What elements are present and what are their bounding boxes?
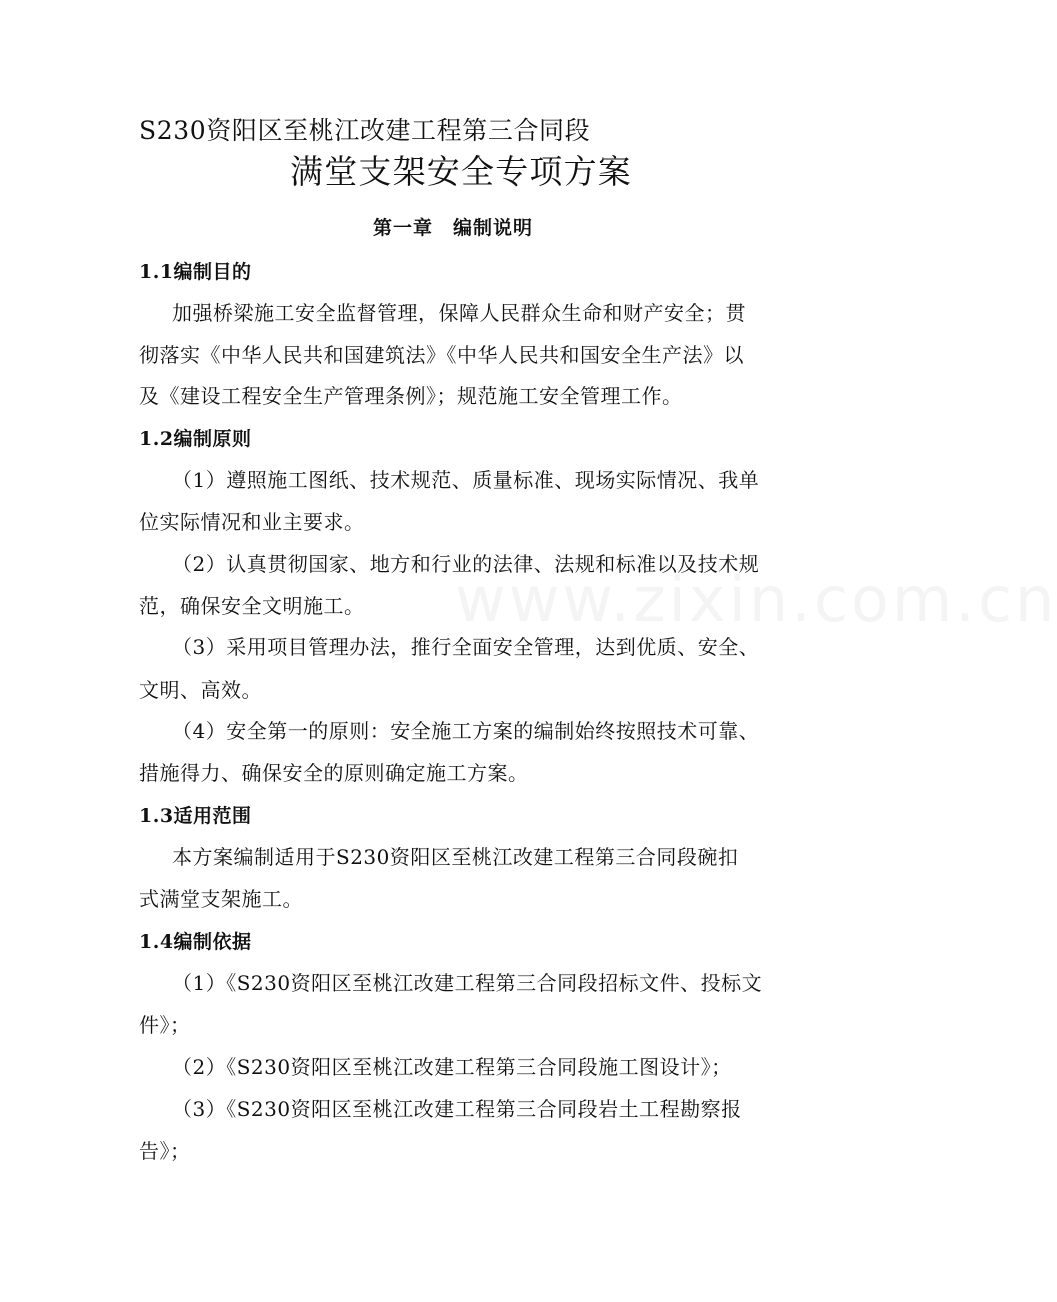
chapter-heading: 第一章 编制说明 bbox=[373, 217, 534, 239]
paragraph-line: 措施得力、确保安全的原则确定施工方案。 bbox=[139, 761, 529, 785]
section-heading-1-1: 1.1编制目的 bbox=[139, 261, 252, 283]
watermark: www.zixin.com.cn bbox=[455, 563, 1057, 636]
document-title-line1: S230资阳区至桃江改建工程第三合同段 bbox=[139, 116, 591, 145]
document-title-line2: 满堂支架安全专项方案 bbox=[290, 152, 632, 191]
paragraph-line: 文明、高效。 bbox=[139, 678, 262, 702]
paragraph-line: （1）遵照施工图纸、技术规范、质量标准、现场实际情况、我单 bbox=[172, 468, 760, 492]
paragraph-line: 件》； bbox=[139, 1013, 191, 1037]
paragraph-line: 加强桥梁施工安全监督管理，保障人民群众生命和财产安全；贯 bbox=[172, 301, 746, 325]
paragraph-line: 范，确保安全文明施工。 bbox=[139, 594, 365, 618]
paragraph-line: 位实际情况和业主要求。 bbox=[139, 510, 365, 534]
paragraph-line: 式满堂支架施工。 bbox=[139, 887, 303, 911]
paragraph-line: （3）《S230资阳区至桃江改建工程第三合同段岩土工程勘察报 bbox=[172, 1097, 742, 1121]
paragraph-line: （2）《S230资阳区至桃江改建工程第三合同段施工图设计》； bbox=[172, 1055, 732, 1079]
paragraph-line: （4）安全第一的原则：安全施工方案的编制始终按照技术可靠、 bbox=[172, 719, 760, 743]
paragraph-line: （1）《S230资阳区至桃江改建工程第三合同段招标文件、投标文 bbox=[172, 971, 763, 995]
paragraph-line: 本方案编制适用于S230资阳区至桃江改建工程第三合同段碗扣 bbox=[172, 845, 739, 869]
paragraph-line: （2）认真贯彻国家、地方和行业的法律、法规和标准以及技术规 bbox=[172, 552, 760, 576]
paragraph-line: 及《建设工程安全生产管理条例》；规范施工安全管理工作。 bbox=[139, 384, 683, 408]
paragraph-line: 彻落实《中华人民共和国建筑法》《中华人民共和国安全生产法》以 bbox=[139, 343, 744, 367]
section-heading-1-3: 1.3适用范围 bbox=[139, 805, 252, 827]
section-heading-1-4: 1.4编制依据 bbox=[139, 931, 252, 953]
section-heading-1-2: 1.2编制原则 bbox=[139, 428, 252, 450]
paragraph-line: 告》； bbox=[139, 1139, 191, 1163]
paragraph-line: （3）采用项目管理办法，推行全面安全管理，达到优质、安全、 bbox=[172, 635, 760, 659]
